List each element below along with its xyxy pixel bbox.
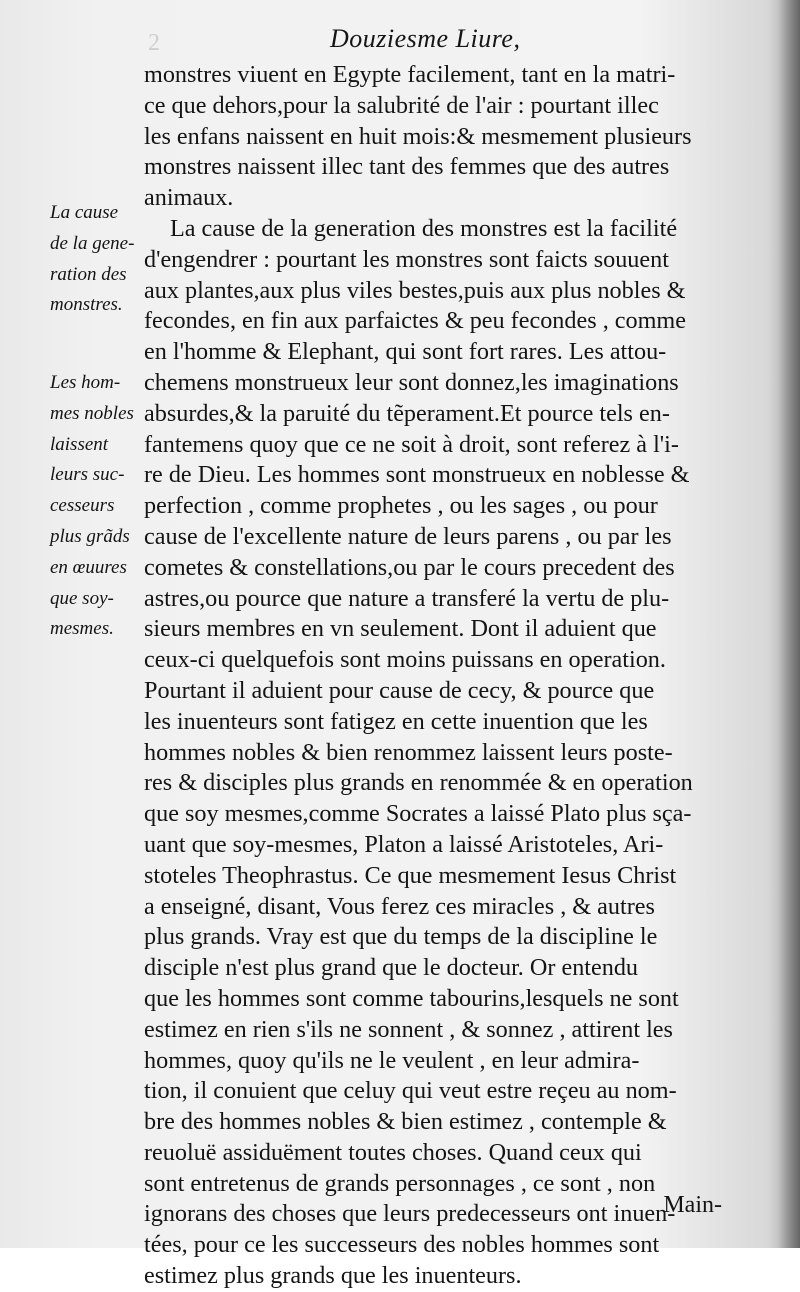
text-line: bre des hommes nobles & bien estimez , contemple &: [144, 1108, 667, 1136]
text-line: sieurs membres en vn seulement. Dont il aduient que: [144, 615, 657, 643]
text-line: estimez en rien s'ils ne sonnent , & sonnez , attirent les: [144, 1015, 673, 1043]
marginal-note-line: Les hom-: [50, 372, 121, 393]
text-line: a enseigné, disant, Vous ferez ces miracles , & autres: [144, 892, 655, 920]
text-line: estimez plus grands que les inuenteurs.: [144, 1262, 522, 1290]
marginal-note-line: mes nobles: [50, 402, 134, 424]
text-line: re de Dieu. Les hommes sont monstrueux en noblesse &: [144, 461, 690, 489]
text-line: d'engendrer : pourtant les monstres sont faicts souuent: [144, 245, 669, 273]
marginal-note-line: cesseurs: [50, 495, 115, 517]
text-line: fantemens quoy que ce ne soit à droit, sont referez à l'i-: [144, 430, 679, 458]
marginal-note-line: leurs suc-: [50, 464, 125, 486]
text-line: animaux.: [144, 184, 234, 212]
text-line: monstres viuent en Egypte facilement, tant en la matri-: [144, 61, 676, 88]
text-line: monstres naissent illec tant des femmes que des autres: [144, 153, 670, 181]
marginal-note-line: que soy-: [50, 587, 114, 609]
marginal-note-line: de la gene-: [50, 232, 135, 254]
marginal-note-line: monstres.: [50, 294, 123, 316]
text-line: les inuenteurs sont fatigez en cette inuention que les: [144, 707, 648, 735]
text-line: ignorans des choses que leurs predecesseurs ont inuen-: [144, 1200, 676, 1228]
body-text: [144, 60, 730, 1292]
bleed-through-page-number: 2: [148, 30, 160, 56]
marginal-note-generation-monsters: [50, 198, 142, 321]
text-line: stoteles Theophrastus. Ce que mesmement Iesus Christ: [144, 861, 677, 889]
text-line: cometes & constellations,ou par le cours precedent des: [144, 553, 675, 581]
text-line: cause de l'excellente nature de leurs parens , ou par les: [144, 522, 672, 550]
catchword: Main-: [663, 1192, 722, 1218]
page-edge-shadow: [778, 0, 800, 1248]
marginal-note-line: plus grãds: [50, 525, 130, 547]
marginal-note-line: laissent: [50, 433, 109, 455]
text-line: sont entretenus de grands personnages , ce sont , non: [144, 1169, 656, 1197]
marginal-note-line: mesmes.: [50, 618, 114, 640]
text-line: plus grands. Vray est que du temps de la discipline le: [144, 923, 658, 951]
text-line: chemens monstrueux leur sont donnez,les imaginations: [144, 368, 679, 396]
text-line: absurdes,& la paruité du tẽperament.Et pource tels en-: [144, 399, 670, 427]
text-line: uant que soy-mesmes, Platon a laissé Aristoteles, Ari-: [144, 830, 664, 858]
text-line: hommes, quoy qu'ils ne le veulent , en leur admira-: [144, 1046, 640, 1074]
text-line: en l'homme & Elephant, qui sont fort rares. Les attou-: [144, 338, 667, 366]
text-line: res & disciples plus grands en renommée & en operation: [144, 769, 693, 797]
text-line: ce que dehors,pour la salubrité de l'air : pourtant illec: [144, 91, 659, 119]
text-line: Pourtant il aduient pour cause de cecy, & pource que: [144, 676, 655, 704]
running-head: Douziesme Liure,: [330, 24, 521, 53]
text-line: fecondes, en fin aux parfaictes & peu fecondes , comme: [144, 307, 686, 335]
marginal-note-line: La cause: [50, 202, 119, 223]
text-line: disciple n'est plus grand que le docteur. Or entendu: [144, 954, 639, 982]
text-line: que les hommes sont comme tabourins,lesquels ne sont: [144, 984, 679, 1012]
text-line: reuoluë assiduëment toutes choses. Quand ceux qui: [144, 1138, 642, 1166]
text-line: perfection , comme prophetes , ou les sages , ou pour: [144, 492, 658, 520]
text-line: que soy mesmes,comme Socrates a laissé Plato plus sça-: [144, 800, 692, 828]
marginal-note-line: ration des: [50, 263, 127, 285]
text-line: astres,ou pource que nature a transferé la vertu de plu-: [144, 584, 670, 612]
text-line: ceux-ci quelquefois sont moins puissans en operation.: [144, 646, 666, 674]
text-line: tion, il conuient que celuy qui veut estre reçeu au nom-: [144, 1077, 677, 1105]
text-line: hommes nobles & bien renommez laissent leurs poste-: [144, 738, 673, 766]
marginal-note-line: en œuures: [50, 556, 127, 578]
text-line: La cause de la generation des monstres est la facilité: [170, 214, 678, 242]
text-line: aux plantes,aux plus viles bestes,puis aux plus nobles &: [144, 276, 686, 304]
marginal-note-noble-men: [50, 368, 142, 645]
text-line: les enfans naissent en huit mois:& mesmement plusieurs: [144, 122, 692, 150]
text-line: tées, pour ce les successeurs des nobles hommes sont: [144, 1231, 660, 1259]
